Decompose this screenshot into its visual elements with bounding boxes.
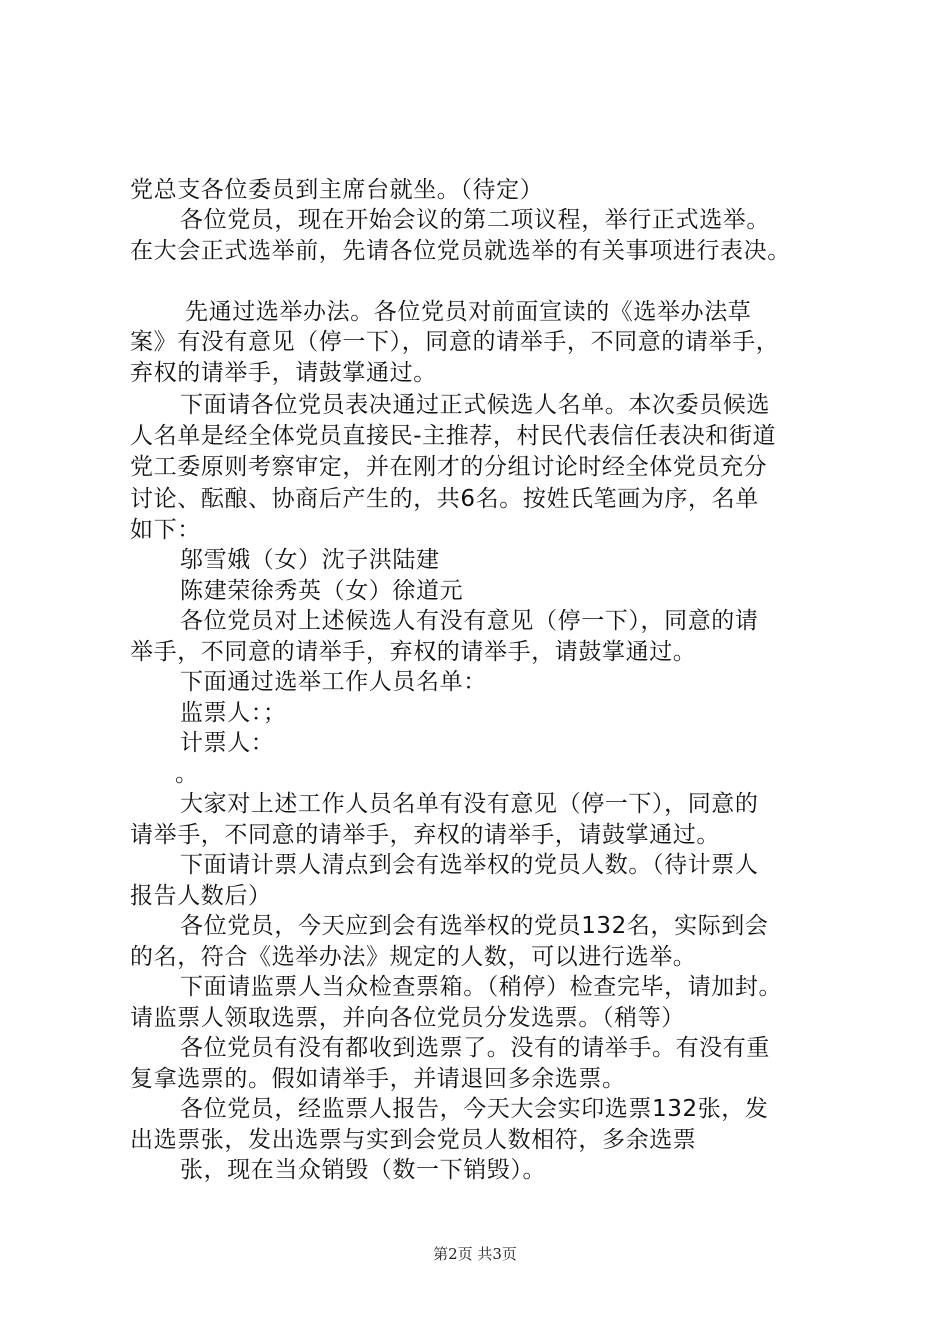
text-line: 在大会正式选举前，先请各位党员就选举的有关事项进行表决。: [130, 238, 791, 264]
text-line: 各位党员对上述候选人有没有意见（停一下），同意的请: [180, 608, 759, 634]
text-line: 各位党员有没有都收到选票了。没有的请举手。有没有重: [180, 1035, 770, 1061]
text-line: 计票人：: [180, 730, 275, 756]
text-line: 监票人：；: [180, 700, 287, 726]
text-line: 各位党员，今天应到会有选举权的党员132名，实际到会: [180, 913, 769, 939]
text-line: 党工委原则考察审定，并在刚才的分组讨论时经全体党员充分: [130, 454, 768, 480]
text-line: 请监票人领取选票，并向各位党员分发选票。（稍等）: [130, 1005, 685, 1031]
text-line: 弃权的请举手，请鼓掌通过。: [130, 360, 437, 386]
text-line: 复拿选票的。假如请举手，并请退回多余选票。: [130, 1066, 626, 1092]
text-line: 请举手，不同意的请举手，弃权的请举手，请鼓掌通过。: [130, 822, 720, 848]
text-line: 张，现在当众销毁（数一下销毁）。: [180, 1157, 547, 1183]
text-line: 的名，符合《选举办法》规定的人数，可以进行选举。: [130, 944, 697, 970]
text-line: 大家对上述工作人员名单有没有意见（停一下），同意的: [180, 791, 759, 817]
text-line: 各位党员，现在开始会议的第二项议程，举行正式选举。: [180, 207, 770, 233]
text-line: 如下：: [130, 517, 201, 543]
text-line: 案》有没有意见（停一下），同意的请举手，不同意的请举手，: [130, 329, 780, 355]
text-line: 各位党员，经监票人报告，今天大会实印选票132张，发: [180, 1096, 769, 1122]
text-line: 下面请计票人清点到会有选举权的党员人数。（待计票人: [180, 852, 759, 878]
text-line: 下面通过选举工作人员名单：: [180, 669, 487, 695]
page-number-footer: 第2页 共3页: [433, 1245, 517, 1263]
text-line: 先通过选举办法。各位党员对前面宣读的《选举办法草: [185, 299, 752, 325]
candidate-line: 邬雪娥（女）沈子洪陆建: [180, 547, 440, 573]
text-line: 讨论、酝酿、协商后产生的，共6名。按姓氏笔画为序，名单: [130, 486, 759, 512]
candidate-line: 陈建荣徐秀英（女）徐道元: [180, 578, 464, 604]
text-line: 报告人数后）: [130, 883, 272, 909]
text-line: 下面请各位党员表决通过正式候选人名单。本次委员候选: [180, 392, 770, 418]
text-line: 党总支各位委员到主席台就坐。（待定）: [130, 177, 544, 203]
text-line: 人名单是经全体党员直接民-主推荐，村民代表信任表决和街道: [130, 423, 777, 449]
text-line: 。: [175, 761, 199, 787]
text-line: 举手，不同意的请举手，弃权的请举手，请鼓掌通过。: [130, 639, 697, 665]
text-line: 出选票张，发出选票与实到会党员人数相符，多余选票: [130, 1127, 697, 1153]
text-line: 下面请监票人当众检查票箱。（稍停）检查完毕，请加封。: [180, 974, 783, 1000]
